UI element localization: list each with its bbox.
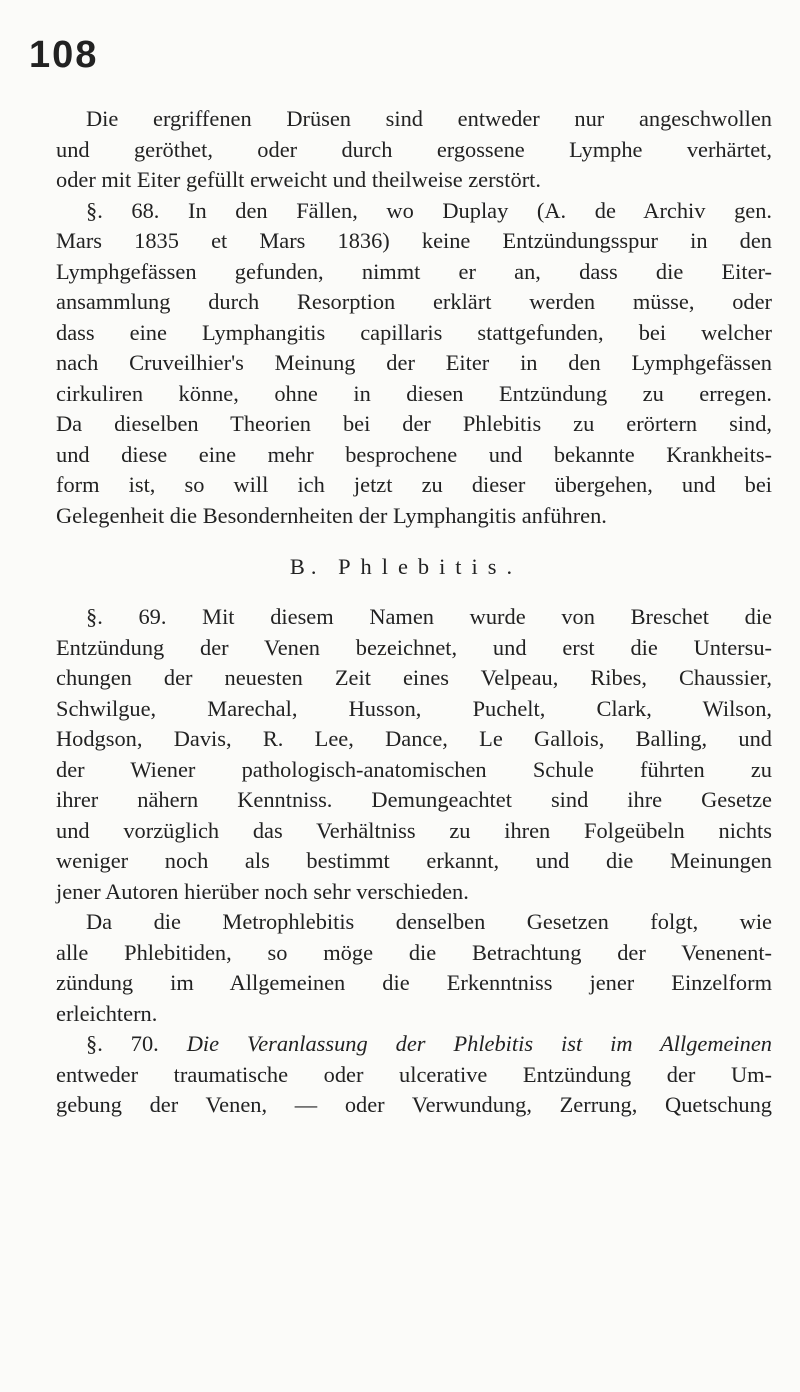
text-line: Schwilgue, Marechal, Husson, Puchelt, Clark, Wilson, (56, 695, 772, 721)
text-line: weniger noch als bestimmt erkannt, und die Meinungen (56, 848, 772, 873)
text-line: der Wiener pathologisch-anatomischen Schule führten zu (56, 756, 772, 782)
text-line (56, 1029, 772, 1060)
text-line: zündung im Allgemeinen die Erkenntniss jener Einzelform (56, 970, 772, 995)
text-line: ansammlung durch Resorption erklärt werden müsse, oder (56, 289, 772, 314)
paragraph (56, 907, 772, 1029)
paragraph (56, 196, 772, 532)
text-line: nach Cruveilhier's Meinung der Eiter in den Lymphgefässen (56, 350, 772, 375)
paragraph (56, 104, 772, 196)
text-line: gebung der Venen, — oder Verwundung, Zerrung, Quetschung (56, 1092, 772, 1117)
text-line: §. 69. Mit diesem Namen wurde von Breschet die (86, 604, 772, 629)
text-line: und diese eine mehr besprochene und bekannte Krankheits- (56, 441, 772, 467)
italic-lead: Die Veranlassung der Phlebitis ist im Allgemeinen (186, 1031, 772, 1056)
text-line: oder mit Eiter gefüllt erweicht und theilweise zerstört. (56, 167, 541, 192)
section-letter: B. (289, 554, 323, 579)
text-line: Da die Metrophlebitis denselben Gesetzen folgt, wie (86, 909, 772, 934)
text-line: und vorzüglich das Verhältniss zu ihren Folgeübeln nichts (56, 817, 772, 843)
text-line: ihrer nähern Kenntniss. Demungeachtet sind ihre Gesetze (56, 787, 772, 812)
paragraph (56, 602, 772, 907)
text-line: form ist, so will ich jetzt zu dieser übergehen, und bei (56, 472, 772, 497)
text-line: dass eine Lymphangitis capillaris stattgefunden, bei welcher (56, 319, 772, 345)
text-line: alle Phlebitiden, so möge die Betrachtung der Venenent- (56, 939, 772, 965)
body-text (56, 104, 772, 1121)
text-line: cirkuliren könne, ohne in diesen Entzündung zu erregen. (56, 380, 772, 406)
section-heading (56, 552, 772, 582)
text-line: und geröthet, oder durch ergossene Lymphe verhärtet, (56, 136, 772, 162)
text-line: Die ergriffenen Drüsen sind entweder nur angeschwollen (86, 106, 772, 131)
text-line: erleichtern. (56, 1000, 158, 1026)
text-line: §. 68. In den Fällen, wo Duplay (A. de Archiv gen. (86, 197, 772, 223)
text-line: Entzündung der Venen bezeichnet, und erst die Untersu- (56, 634, 772, 660)
text-line: Gelegenheit die Besondernheiten der Lymphangitis anführen. (56, 502, 607, 528)
text-line: Hodgson, Davis, R. Lee, Dance, Le Gallois, Balling, und (56, 726, 772, 751)
text-line: Lymphgefässen gefunden, nimmt er an, dass die Eiter- (56, 258, 772, 284)
page-number: 108 (29, 34, 99, 76)
paragraph (56, 1029, 772, 1121)
section-mark: §. 70. (86, 1031, 159, 1056)
text-line: Da dieselben Theorien bei der Phlebitis zu erörtern sind, (56, 411, 772, 436)
section-title: Phlebitis. (338, 554, 523, 579)
text-line: entweder traumatische oder ulcerative Entzündung der Um- (56, 1061, 772, 1087)
text-line: chungen der neuesten Zeit eines Velpeau, Ribes, Chaussier, (56, 665, 772, 690)
text-line: Mars 1835 et Mars 1836) keine Entzündungsspur in den (56, 228, 772, 253)
text-line: jener Autoren hierüber noch sehr verschieden. (56, 878, 469, 904)
